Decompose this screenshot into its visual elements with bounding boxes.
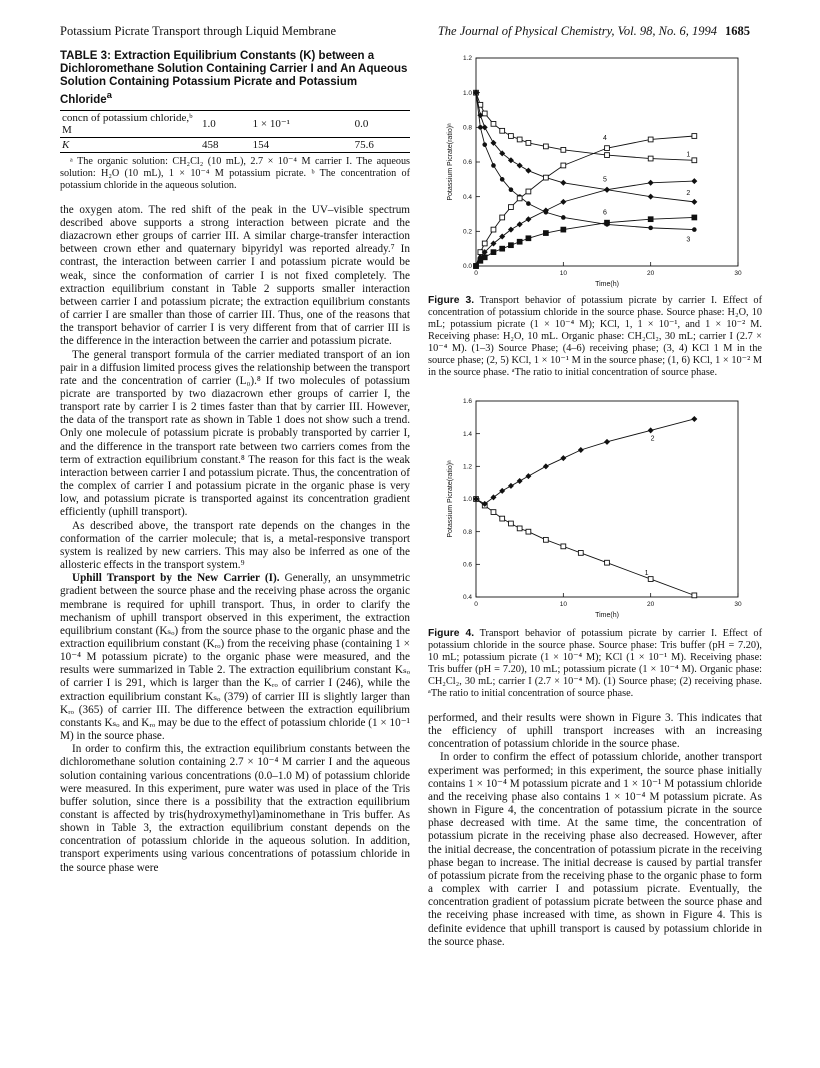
left-column [60, 50, 410, 875]
plot-frame [476, 401, 738, 597]
data-point [543, 231, 548, 236]
data-point [578, 551, 583, 556]
series-line-1 [476, 499, 694, 595]
y-tick-label: 0.8 [462, 124, 472, 132]
x-tick-label: 30 [734, 270, 742, 277]
data-point [605, 146, 610, 151]
x-tick-label: 0 [474, 601, 478, 608]
table3-title: TABLE 3: Extraction Equilibrium Constants (K) between a Dichloromethane Solution Containing Carrier I and An Aqueous Solution Containing Potassium Picrate and Potassium Chloride$^a$ [60, 50, 408, 106]
data-point [560, 180, 566, 186]
series-label: 3 [686, 236, 691, 244]
y-tick-label: 0.4 [462, 193, 472, 201]
table-cell: 75.6 [353, 137, 410, 152]
data-point [474, 264, 479, 269]
figure4-chart [428, 393, 762, 623]
page-number: 1685 [725, 24, 750, 38]
data-point [500, 516, 505, 521]
data-point [509, 187, 514, 192]
y-tick-label: 0.6 [462, 561, 472, 569]
data-point [500, 246, 505, 251]
paragraph: In order to confirm this, the extraction equilibrium constants between the dichloromethane solution containing 2.7 × 10⁻⁴ M carrier I and the aqueous solution containing various concentrations (0.0–1.0 M) of potassium chloride were measured. In this experiment, pure water was used in place of the Tris buffer solution, since there is a possibility that the extraction equilibrium constant is affected by tris(hydroxymethyl)aminomethane in Tris buffer. As shown in Table 3, the extraction equilibrium constant depends on the concentration of potassium chloride in the aqueous solution. In addition, transport experiments using various concentrations of potassium chloride in the source phase were [60, 743, 410, 874]
table3-row-label: K [60, 137, 200, 152]
series-line-1 [476, 93, 694, 161]
x-tick-label: 10 [559, 601, 567, 608]
table3-footnote: ᵃ The organic solution: CH₂Cl₂ (10 mL), 2.7 × 10⁻⁴ M carrier I. The aqueous solution: H₂O (10 mL), 1 × 10⁻⁴ M potassium picrate. ᵇ The concentration of potassium chloride in the aqueous solution. [60, 155, 410, 191]
data-point [526, 189, 531, 194]
paragraph: performed, and their results were shown in Figure 3. This indicates that the efficiency of uphill transport increases with an increasing concentration of potassium chloride in the source phase. [428, 712, 762, 751]
data-point [491, 510, 496, 515]
data-point [604, 187, 610, 193]
data-point [543, 144, 548, 149]
data-point [691, 416, 697, 422]
data-point [517, 478, 523, 484]
series-line-2 [476, 419, 694, 504]
series-line-2 [476, 93, 694, 202]
data-point [648, 226, 653, 231]
paragraph: In order to confirm the effect of potassium chloride, another transport experiment was performed; in this experiment, the source phase initially contains 1 × 10⁻⁴ M potassium picrate and 1 × 10⁻¹ M potassium chloride and the receiving phase also contains 1 × 10⁻⁴ M potassium picrate. As shown in Figure 4, the concentration of potassium picrate in the source phase decreased with time. At the same time, the concentration of potassium picrate in the receiving phase also decreased. However, after the initial decrease, the concentration of potassium picrate in the receiving phase began to increase. The initial decrease is caused by partial transfer of potassium picrate from the receiving phase to the organic phase to form a complex with carrier I and potassium picrate. Eventually, the concentration gradient of potassium picrate between the source phase and the receiving phase increased with time, as shown in Figure 4. This is definite evidence that uphill transport is caused by potassium chloride in the source phase. [428, 751, 762, 948]
data-point [500, 128, 505, 133]
x-tick-label: 30 [734, 601, 742, 608]
data-point [648, 194, 654, 200]
figure3-chart [428, 50, 762, 290]
paragraph-text: Generally, an unsymmetric gradient between the source phase and the receiving phase across the organic membrane is required for uphill transport. Thus, in order to clarify the mechanism of uphill transport observed in this experiment, the extraction equilibrium constant (Kₛₒ) from the source phase to the organic phase and the extraction equilibrium constant (Kᵣₒ) from the receiving phase (containing 1 × 10⁻⁴ M potassium picrate) to the organic phase were measured, and the results were summarized in Table 2. The extraction equilibrium constant Kₛₒ of carrier I is 291, which is larger than the Kᵣₒ of carrier I (246), while the extraction equilibrium constant Kₛₒ (379) of carrier III is slightly larger than Kᵣₒ (365) of carrier III. The difference between the extraction equilibrium constants Kₛₒ and Kᵣₒ may be due to the effect of potassium chloride (1 × 10⁻¹ M) in the source phase. [60, 572, 410, 743]
data-point [560, 455, 566, 461]
data-point [692, 134, 697, 139]
data-point [500, 177, 505, 182]
data-point [648, 137, 653, 142]
data-point [648, 156, 653, 161]
y-tick-label: 0.6 [462, 159, 472, 167]
data-point [482, 142, 487, 147]
series-line-5 [476, 181, 694, 266]
data-point [691, 199, 697, 205]
paragraph: As described above, the transport rate depends on the changes in the conformation of the carrier molecule; that is, a metal-responsive transport system is realized by new carriers. This may also be inferred as one of the allosteric effects in the transport system.⁹ [60, 519, 410, 572]
y-tick-label: 1.2 [462, 463, 472, 471]
data-point [491, 121, 496, 126]
data-point [525, 168, 531, 174]
data-point [509, 243, 514, 248]
paragraph [60, 572, 410, 743]
table-cell: 0.0 [353, 110, 410, 137]
data-point [525, 216, 531, 222]
data-point [526, 529, 531, 534]
y-tick-label: 1.4 [462, 430, 472, 438]
data-point [482, 255, 487, 260]
data-point [605, 560, 610, 565]
data-point [561, 147, 566, 152]
data-point [560, 199, 566, 205]
data-point [543, 537, 548, 542]
y-tick-label: 0.4 [462, 594, 472, 602]
data-point [517, 162, 523, 168]
running-head-right [438, 24, 750, 39]
data-point [604, 439, 610, 445]
series-label: 1 [686, 151, 691, 159]
data-point [648, 427, 654, 433]
data-point [491, 250, 496, 255]
data-point [509, 205, 514, 210]
data-point [508, 483, 514, 489]
x-tick-label: 20 [647, 601, 655, 608]
data-point [692, 593, 697, 598]
data-point [561, 163, 566, 168]
data-point [561, 544, 566, 549]
table-row [60, 137, 410, 152]
figure4-caption: Figure 4. Transport behavior of potassium picrate by carrier I. Effect of potassium chloride in the source phase. Source phase: Tris buffer (pH = 7.20), 10 mL; potassium picrate (1 × 10⁻⁴ M); KCl (1 × 10⁻¹ M). Receiving phase: Tris buffer (pH = 7.20), 10 mL; potassium picrate (1 × 10⁻⁴ M). Organic phase: CH₂Cl₂, 30 mL; carrier I (2.7 × 10⁻⁴ M). (1) Source phase; (2) receiving phase. ᵃThe ratio to initial concentration of source phase. [428, 628, 762, 699]
series-label: 6 [603, 209, 607, 217]
y-tick-label: 1.0 [462, 89, 472, 97]
y-tick-label: 1.6 [462, 398, 472, 406]
section-heading: Uphill Transport by the New Carrier (I). [72, 572, 280, 585]
y-axis-label: Potassium Picrate(ratio)ᵃ [447, 123, 454, 201]
x-axis-label: Time(h) [595, 612, 619, 619]
data-point [526, 236, 531, 241]
data-point [509, 521, 514, 526]
data-point [517, 137, 522, 142]
data-point [692, 158, 697, 163]
series-label: 2 [686, 189, 691, 197]
data-point [605, 153, 610, 158]
x-axis-label: Time(h) [595, 281, 619, 288]
data-point [491, 163, 496, 168]
data-point [648, 577, 653, 582]
table-cell: 1.0 [200, 110, 251, 137]
table-cell: 154 [251, 137, 353, 152]
data-point [561, 215, 566, 220]
figure3-caption: Figure 3. Transport behavior of potassium picrate by carrier I. Effect of concentration of potassium chloride in the source phase. Source phase: H₂O, 10 mL; potassium picrate (1 × 10⁻⁴ M); KCl, 1, 1 × 10⁻¹, and 1 × 10⁻² M. Receiving phase: H₂O, 10 mL. Organic phase: CH₂Cl₂, 30 mL; carrier I (2.7 × 10⁻⁴ M). (1–3) Source Phase; (4–6) receiving phase; (3, 4) KCl 1 M in the source phase; (2, 5) KCl, 1 × 10⁻¹ M in the source phase; (1, 6) KCl, 1 × 10⁻² M in the source phase. ᵃThe ratio to initial concentration of source phase. [428, 295, 762, 378]
data-point [478, 125, 483, 130]
data-point [491, 227, 496, 232]
plot-frame [476, 58, 738, 266]
data-point [517, 526, 522, 531]
data-point [509, 134, 514, 139]
data-point [517, 196, 522, 201]
series-label: 4 [603, 135, 607, 143]
data-point [482, 241, 487, 246]
y-tick-label: 0.0 [462, 263, 472, 271]
data-point [474, 90, 479, 95]
right-column [428, 50, 762, 949]
x-tick-label: 10 [559, 270, 567, 277]
data-point [692, 215, 697, 220]
data-point [500, 215, 505, 220]
data-point [561, 227, 566, 232]
running-head-left: Potassium Picrate Transport through Liquid Membrane [60, 24, 337, 38]
data-point [517, 239, 522, 244]
data-point [526, 141, 531, 146]
data-point [691, 178, 697, 184]
data-point [692, 227, 697, 232]
data-point [526, 201, 531, 206]
x-tick-label: 0 [474, 270, 478, 277]
data-point [517, 221, 523, 227]
journal-citation: The Journal of Physical Chemistry, Vol. 98, No. 6, 1994 [437, 24, 717, 38]
table3-col-label: concn of potassium chloride,ᵇ M [60, 110, 200, 137]
table3 [60, 110, 410, 153]
y-tick-label: 0.2 [462, 228, 472, 236]
data-point [605, 220, 610, 225]
series-label: 5 [603, 176, 607, 184]
series-label: 1 [644, 570, 649, 578]
series-line-6 [476, 217, 694, 266]
y-tick-label: 0.8 [462, 528, 472, 536]
paragraph: the oxygen atom. The red shift of the peak in the UV–visible spectrum described above supports a strong interaction between picrate and the diazacrown ether groups of carrier III. A similar charge-transfer interaction between crown ether and quaternary bipyridyl was reported already.⁷ In contrast, the interaction between carrier I and potassium picrate would be weak, since the conformation of carrier I is not fixed completely. The extraction equilibrium constant in Table 2 supports smaller interaction between carrier I and potassium picrate; the extraction equilibrium constants of carrier I are smaller than those of carrier III. Thus, one of the reasons that the transport behavior of carrier I is very different from that of carrier III is the difference in the interaction between the carrier and potassium picrate. [60, 203, 410, 348]
data-point [578, 447, 584, 453]
table-cell: 1 × 10⁻¹ [251, 110, 353, 137]
table-cell: 458 [200, 137, 251, 152]
series-label: 2 [650, 435, 655, 443]
data-point [525, 473, 531, 479]
y-axis-label: Potassium Picrate(ratio)ᵃ [447, 460, 454, 538]
data-point [543, 175, 548, 180]
data-point [543, 463, 549, 469]
data-point [648, 180, 654, 186]
table-row [60, 110, 410, 137]
y-tick-label: 1.0 [462, 496, 472, 504]
x-tick-label: 20 [647, 270, 655, 277]
paragraph: The general transport formula of the carrier mediated transport of an ion pair in a diffusion limited process gives the relationship between the transport rate and the concentration of carrier (L₀).⁸ If two molecules of potassium picrate are transported by two diazacrown ether groups of carrier I, the transport rate by carrier I is 2 times faster than that by carrier III. However, the data of the transport rate as shown in Table 1 does not show such a trend. Only one molecule of potassium picrate is probably transported by carrier I, and the difference in the transport rate between two carriers comes from the term of extraction equilibrium constant.⁸ The reason for this fact is the weak interaction between carrier I and potassium picrate. Thus, the concentration of the complex of carrier I and potassium picrate in the organic phase is very low, and potassium picrate is transported against its concentration gradient efficiently (uphill transport). [60, 348, 410, 519]
y-tick-label: 1.2 [462, 55, 472, 63]
data-point [648, 217, 653, 222]
